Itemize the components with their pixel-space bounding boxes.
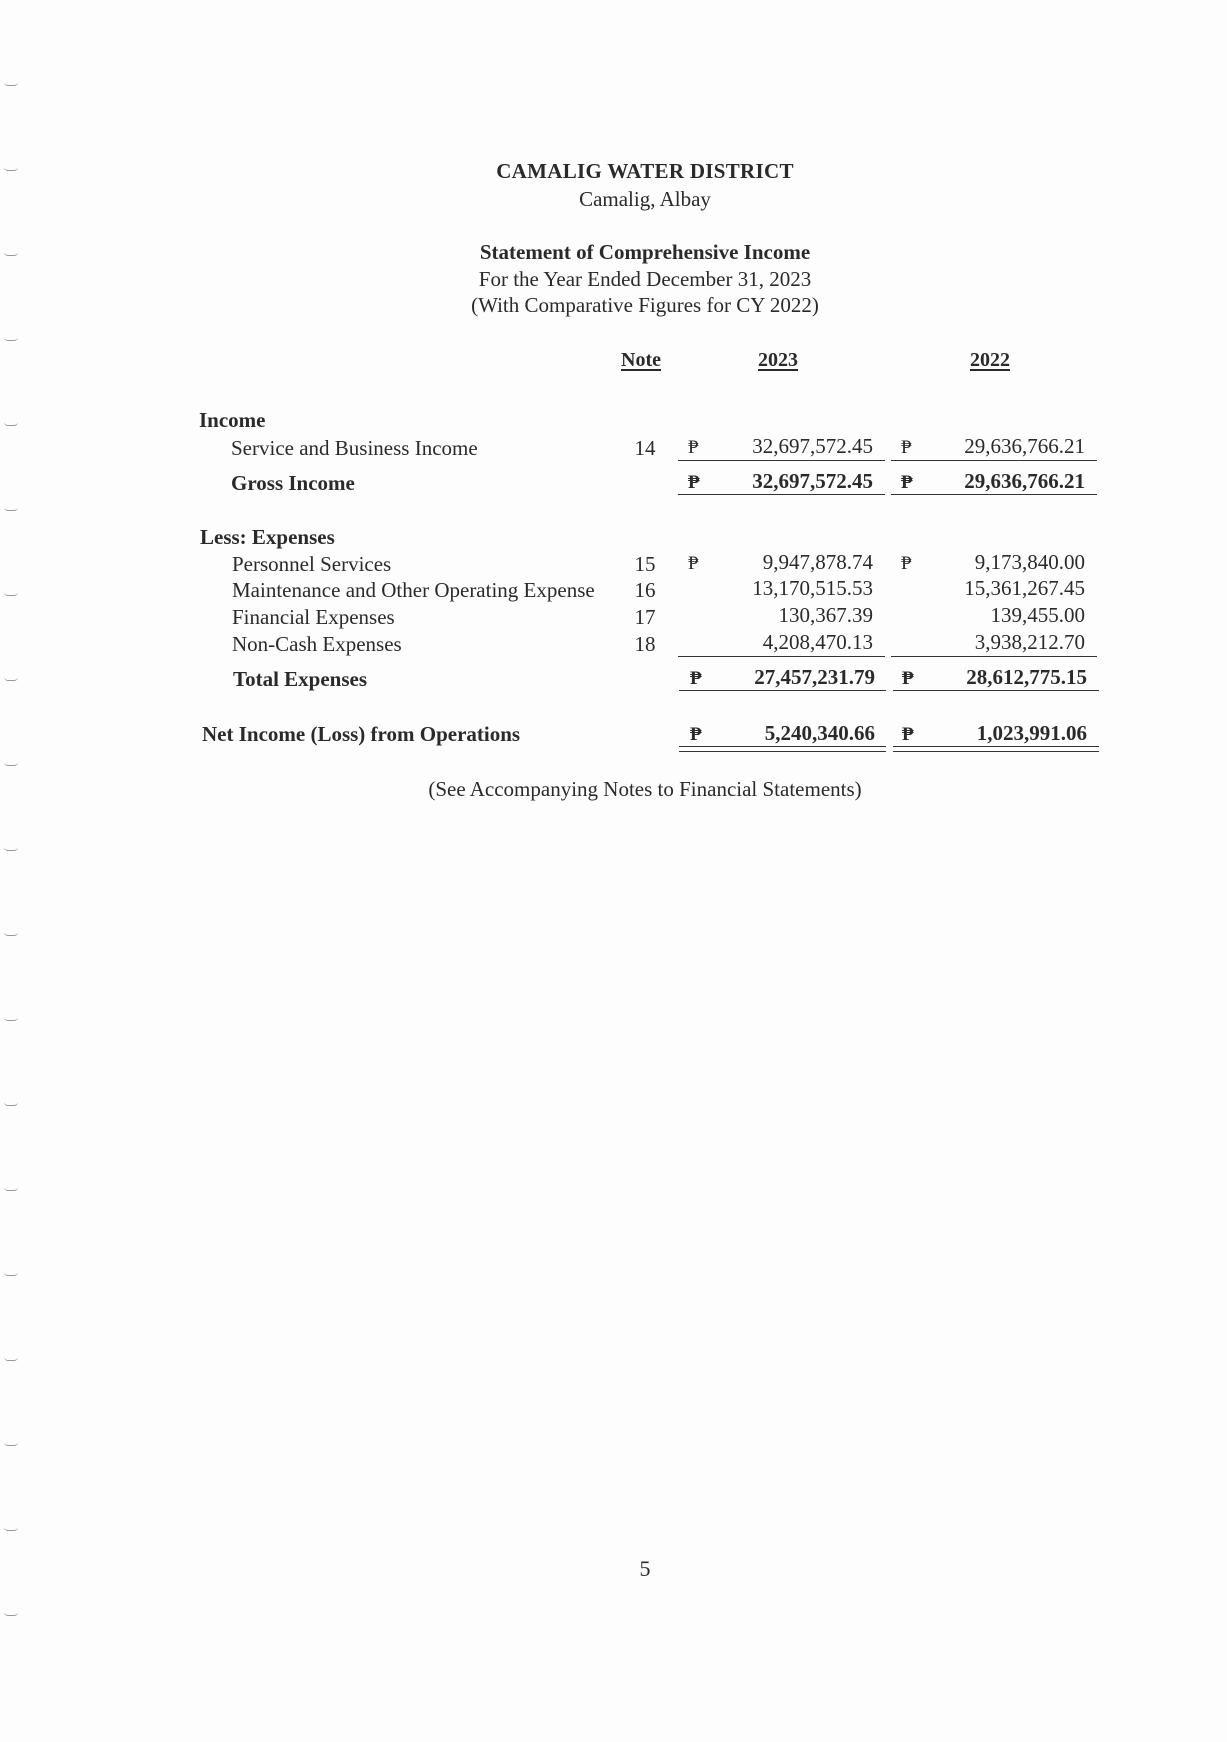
binder-mark (4, 762, 18, 766)
statement-title: Statement of Comprehensive Income (479, 240, 811, 264)
gross-income-label: Gross Income (231, 471, 355, 495)
mooe-note: 16 (634, 578, 656, 602)
peso-sign: ₱ (902, 724, 914, 745)
entity-location: Camalig, Albay (579, 187, 711, 211)
entity-name: CAMALIG WATER DISTRICT (496, 159, 794, 183)
binder-mark (4, 1612, 18, 1616)
financial-expenses-2023: 130,367.39 (778, 603, 873, 627)
total-expenses-label: Total Expenses (233, 667, 368, 691)
gross-income-2022: 29,636,766.21 (964, 469, 1085, 493)
mooe-2023: 13,170,515.53 (752, 576, 873, 600)
binder-mark (4, 337, 18, 341)
peso-sign: ₱ (902, 668, 914, 689)
peso-sign: ₱ (901, 553, 912, 574)
binder-mark (4, 1017, 18, 1021)
peso-sign: ₱ (690, 724, 702, 745)
income-heading: Income (199, 408, 266, 432)
underline (891, 460, 1097, 461)
net-income-label: Net Income (Loss) from Operations (202, 722, 521, 746)
non-cash-expenses-note: 18 (634, 632, 656, 656)
peso-sign: ₱ (688, 437, 699, 458)
peso-sign: ₱ (688, 553, 699, 574)
personnel-services-2023: 9,947,878.74 (762, 550, 873, 574)
underline (891, 494, 1097, 495)
personnel-services-note: 15 (634, 552, 656, 576)
service-business-income-label: Service and Business Income (231, 436, 478, 460)
binder-mark (4, 932, 18, 936)
service-business-income-note: 14 (634, 436, 656, 460)
current-year-column-header: 2023 (758, 349, 798, 371)
underline (678, 494, 885, 495)
binder-mark (4, 1102, 18, 1106)
net-income-2023: 5,240,340.66 (764, 721, 875, 745)
expenses-heading: Less: Expenses (200, 525, 335, 549)
financial-expenses-label: Financial Expenses (232, 605, 395, 629)
binder-mark (4, 592, 18, 596)
financial-expenses-2022: 139,455.00 (990, 603, 1085, 627)
peso-sign: ₱ (901, 472, 913, 493)
non-cash-expenses-2022: 3,938,212.70 (974, 630, 1085, 654)
underline (678, 460, 885, 461)
total-expenses-2022: 28,612,775.15 (966, 665, 1087, 689)
mooe-2022: 15,361,267.45 (964, 576, 1085, 600)
personnel-services-label: Personnel Services (232, 552, 392, 576)
non-cash-expenses-2023: 4,208,470.13 (762, 630, 873, 654)
binder-mark (4, 82, 18, 86)
note-column-header: Note (621, 349, 661, 371)
binder-mark (4, 1357, 18, 1361)
net-income-2022: 1,023,991.06 (976, 721, 1087, 745)
service-business-income-2022: 29,636,766.21 (964, 434, 1085, 458)
binder-mark (4, 1527, 18, 1531)
peso-sign: ₱ (688, 472, 700, 493)
double-underline (893, 746, 1099, 752)
page-number: 5 (639, 1556, 651, 1581)
non-cash-expenses-label: Non-Cash Expenses (232, 632, 402, 656)
binder-mark (4, 422, 18, 426)
gross-income-2023: 32,697,572.45 (752, 469, 873, 493)
footnote: (See Accompanying Notes to Financial Statements) (428, 777, 862, 801)
double-underline (679, 746, 886, 752)
binder-mark (4, 677, 18, 681)
binder-mark (4, 507, 18, 511)
service-business-income-2023: 32,697,572.45 (752, 434, 873, 458)
underline (893, 690, 1099, 691)
binder-mark (4, 847, 18, 851)
mooe-label: Maintenance and Other Operating Expense (232, 578, 595, 602)
statement-period: For the Year Ended December 31, 2023 (478, 267, 812, 291)
binder-mark (4, 1272, 18, 1276)
personnel-services-2022: 9,173,840.00 (974, 550, 1085, 574)
binder-mark (4, 1442, 18, 1446)
binder-mark (4, 1187, 18, 1191)
total-expenses-2023: 27,457,231.79 (754, 665, 875, 689)
peso-sign: ₱ (690, 668, 702, 689)
financial-expenses-note: 17 (634, 605, 656, 629)
prior-year-column-header: 2022 (970, 349, 1010, 371)
comparative-note: (With Comparative Figures for CY 2022) (471, 293, 819, 317)
underline (891, 656, 1097, 657)
underline (678, 656, 885, 657)
underline (679, 690, 886, 691)
peso-sign: ₱ (901, 437, 912, 458)
